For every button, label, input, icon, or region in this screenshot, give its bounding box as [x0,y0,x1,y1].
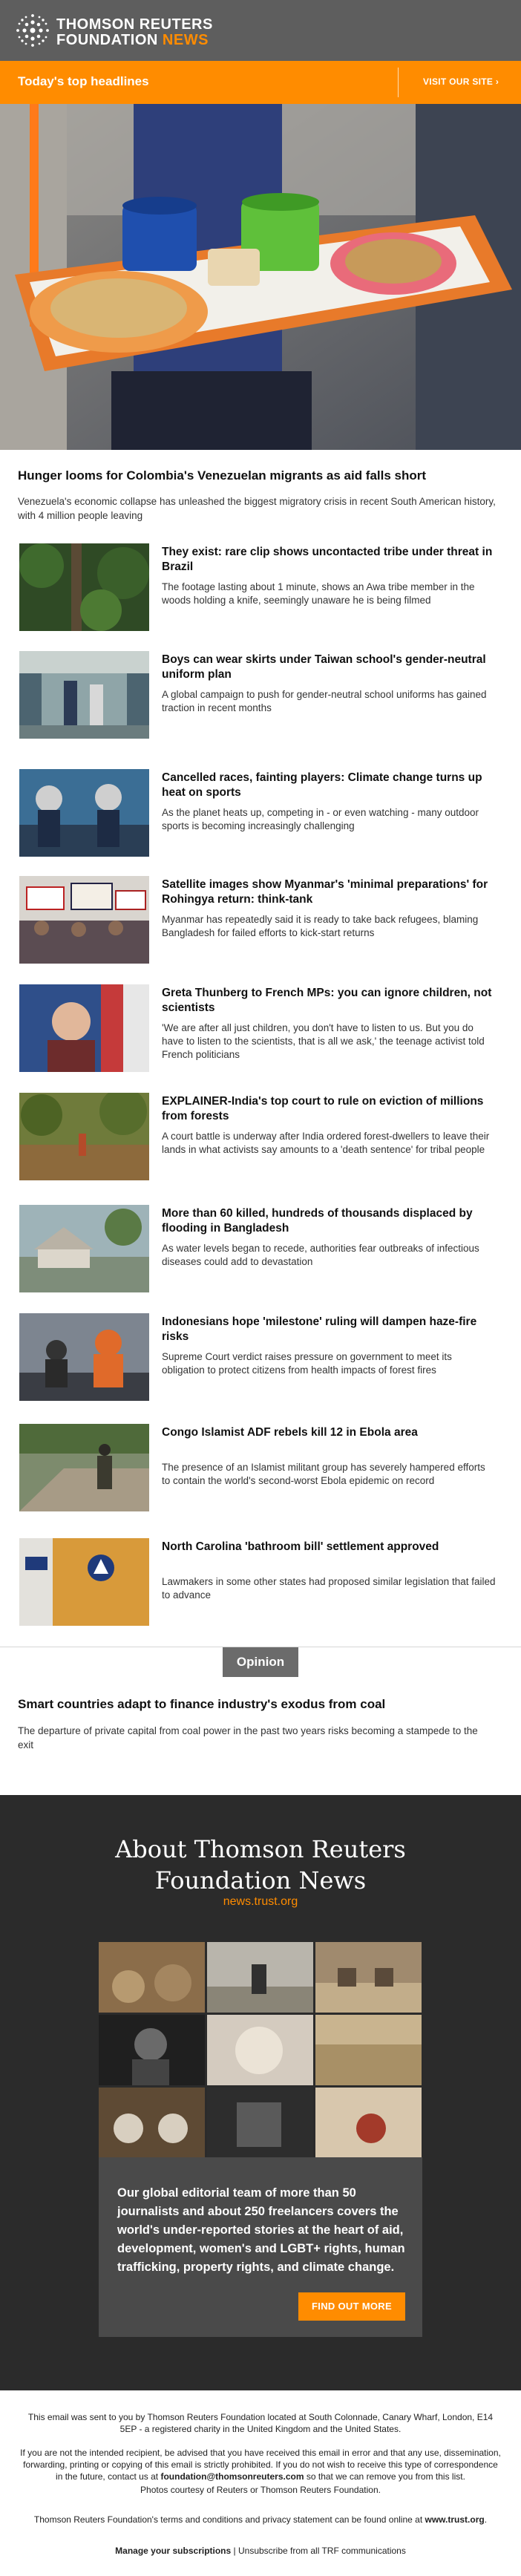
story-title[interactable]: They exist: rare clip shows uncontacted tribe under threat in Brazil [162,546,493,573]
restroom-door-thumbnail-icon [19,1538,149,1626]
story-summary: Supreme Court verdict raises pressure on government to meet its obligation to protect citizens from health impacts of forest fires [162,1351,452,1376]
about-description: Our global editorial team of more than 50 journalists and about 250 freelancers covers the world's under-reported stories at the heart of aid, development, women's and LGBT+ rights, human trafficking, property rights, and climate change. [117,2186,405,2274]
manage-subscriptions-link[interactable]: Manage your subscriptions [115,2546,232,2556]
story-summary: A global campaign to push for gender-neutral school uniforms has gained traction in recent months [162,689,487,713]
grid-photo [207,1942,313,2013]
story-item[interactable] [0,543,521,640]
story-item[interactable] [0,984,521,1081]
story-thumbnail[interactable] [19,1205,149,1292]
story-thumbnail[interactable] [19,651,149,739]
grid-photo [99,2088,205,2158]
protest-thumbnail-icon [19,876,149,964]
grid-photo [315,1942,422,2013]
lead-story-summary: Venezuela's economic collapse has unleashed the biggest migratory crisis in recent South American history, with 4 million people leaving [18,496,496,521]
story-title[interactable]: Cancelled races, fainting players: Climate change turns up heat on sports [162,771,482,799]
header-divider [398,68,399,97]
flood-thumbnail-icon [19,1205,149,1292]
story-item[interactable] [0,876,521,972]
story-title[interactable]: Greta Thunberg to French MPs: you can ignore children, not scientists [162,987,492,1014]
story-item[interactable] [0,1538,521,1635]
school-corridor-thumbnail-icon [19,651,149,739]
story-item[interactable] [0,1205,521,1301]
story-summary: Lawmakers in some other states had proposed similar legislation that failed to advance [162,1576,496,1601]
about-title-line2: Foundation News [154,1866,367,1895]
opinion-summary: The departure of private capital from coal power in the past two years risks becoming a stampede to the exit [18,1725,478,1750]
grid-photo [315,2015,422,2085]
story-title[interactable]: EXPLAINER-India's top court to rule on eviction of millions from forests [162,1095,484,1122]
footer-disclaimer [19,2447,502,2482]
athletes-thumbnail-icon [19,769,149,857]
grid-photo [99,1942,205,2013]
story-item[interactable] [0,1313,521,1410]
story-thumbnail[interactable] [19,1313,149,1401]
story-summary: The presence of an Islamist militant group has severely hampered efforts to contain the world's second-worst Ebola epidemic on record [162,1462,485,1486]
story-summary: As water levels began to recede, authorities fear outbreaks of infectious diseases could add to devastation [162,1243,479,1267]
story-item[interactable] [0,1093,521,1189]
story-summary: A court battle is underway after India ordered forest-dwellers to leave their lands in what activists say amounts to a 'death sentence' for tribal people [162,1131,490,1155]
brand-name-line2 [56,32,209,49]
grid-photo [207,2015,313,2085]
story-thumbnail[interactable] [19,876,149,964]
forest-thumbnail-icon [19,543,149,631]
footer-terms [19,2514,502,2526]
brand-foundation: FOUNDATION [56,32,158,48]
hero-food-tray-illustration [0,104,521,450]
about-title-line1: About Thomson Reuters [115,1835,406,1863]
grid-photo [207,2088,313,2158]
grid-photo [99,2015,205,2085]
story-thumbnail[interactable] [19,1093,149,1180]
story-thumbnail[interactable] [19,1538,149,1626]
footer-disclaimer-end: so that we can remove you from this list. [304,2471,465,2482]
footer-link-separator: | [231,2546,238,2556]
story-item[interactable] [0,1424,521,1520]
opinion-badge: Opinion [223,1647,298,1677]
story-title[interactable]: Indonesians hope 'milestone' ruling will dampen haze-fire risks [162,1315,477,1343]
lead-story-title[interactable]: Hunger looms for Colombia's Venezuelan migrants as aid falls short [18,468,427,483]
story-title[interactable]: North Carolina 'bathroom bill' settlement approved [162,1540,439,1553]
story-item[interactable] [0,651,521,748]
story-summary: 'We are after all just children, you don't have to listen to us. But you do have to listen to the scientists, that is all we ask,' the teenage activist told French politicians [162,1022,485,1060]
footer-subscription-links [19,2545,502,2557]
story-title[interactable]: Satellite images show Myanmar's 'minimal preparations' for Rohingya return: think-tank [162,878,488,906]
footer-terms-text: Thomson Reuters Foundation's terms and conditions and privacy statement can be found online at [33,2514,425,2525]
about-site-link[interactable]: news.trust.org [223,1895,298,1908]
headlines-title: Today's top headlines [18,74,149,88]
find-out-more-button[interactable]: FIND OUT MORE [298,2292,405,2321]
haze-street-thumbnail-icon [19,1313,149,1401]
brand-name-line1: THOMSON REUTERS [56,16,213,33]
soldier-road-thumbnail-icon [19,1424,149,1511]
story-title[interactable]: More than 60 killed, hundreds of thousands displaced by flooding in Bangladesh [162,1207,473,1235]
about-title [0,1834,521,1896]
footer-trust-link[interactable]: www.trust.org [425,2514,485,2525]
forest-village-thumbnail-icon [19,1093,149,1180]
footer-disclaimer-text: If you are not the intended recipient, be advised that you have received this email in error and that any use, dissemination, forwarding, printing or copying of this email is strictly prohibited. If you do not wish to receive this type of correspondence in the future, contact us at [20,2448,501,2482]
thomson-reuters-logo-icon [13,11,52,50]
story-item[interactable] [0,769,521,866]
hero-image[interactable] [0,104,521,450]
footer-terms-end: . [484,2514,488,2525]
footer-email-link[interactable]: foundation@thomsonreuters.com [160,2471,304,2482]
unsubscribe-link[interactable]: Unsubscribe from all TRF communications [237,2546,406,2556]
footer-address: This email was sent to you by Thomson Reuters Foundation located at South Colonnade, Canary Wharf, London, E14 5EP - a registered charity in the United Kingdom and the United States. [27,2412,494,2434]
story-thumbnail[interactable] [19,769,149,857]
visit-site-link[interactable]: VISIT OUR SITE › [423,76,499,87]
story-thumbnail[interactable] [19,984,149,1072]
grid-photo [315,2088,422,2158]
opinion-title[interactable]: Smart countries adapt to finance industry's exodus from coal [18,1697,386,1711]
brand-header [0,0,521,61]
headlines-bar [0,61,521,104]
story-thumbnail[interactable] [19,543,149,631]
story-summary: Myanmar has repeatedly said it is ready to take back refugees, blaming Bangladesh for failed efforts to kick-start returns [162,914,479,938]
story-title[interactable]: Congo Islamist ADF rebels kill 12 in Ebola area [162,1426,418,1439]
about-photo-grid [99,1942,422,2157]
footer-photo-credit: Photos courtesy of Reuters or Thomson Reuters Foundation. [140,2485,381,2495]
story-summary: As the planet heats up, competing in - or even watching - many outdoor sports is becoming increasingly challenging [162,807,479,831]
story-title[interactable]: Boys can wear skirts under Taiwan school's gender-neutral uniform plan [162,653,486,681]
story-summary: The footage lasting about 1 minute, shows an Awa tribe member in the woods holding a knife, seemingly unaware he is being filmed [162,581,475,606]
brand-news: NEWS [162,32,209,48]
speaker-thumbnail-icon [19,984,149,1072]
story-thumbnail[interactable] [19,1424,149,1511]
